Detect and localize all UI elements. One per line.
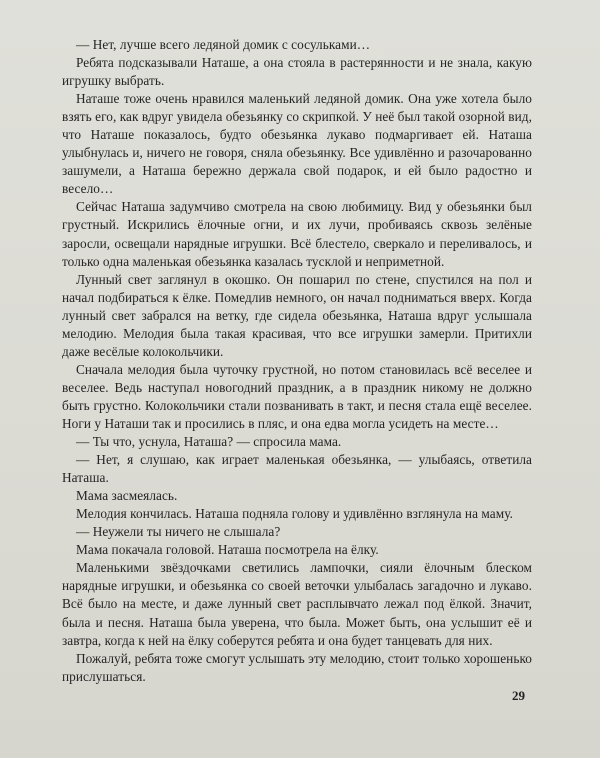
paragraph: — Нет, лучше всего ледяной домик с сосульками… xyxy=(76,37,371,52)
paragraph: — Ты что, уснула, Наташа? — спросила мама. xyxy=(76,434,342,450)
paragraph: Лунный свет заглянул в окошко. Он пошарил по стене, спустился на пол и начал подбираться к ёлке. Помедлив немного, он начал подниматься вверх. Когда лунный свет забрался на ветку, где сидела обезьянка, Наташа вдруг услышала мелодию. Мелодия была такая красивая, что все игрушки замерли. Притихли даже весёлые колокольчики. xyxy=(62,271,532,359)
paragraph: Маленькими звёздочками светились лампочки, сияли ёлочным блеском нарядные игрушки, и обезьянка со своей веточки улыбалась загадочно и лукаво. Всё было на месте, и даже лунный свет расплывчато лежал под ёлкой. Значит, была и песня. Наташа была уверена, что была. Может быть, она услышит её и завтра, когда к ней на ёлку соберутся ребята и она будет танцевать для них. xyxy=(62,560,532,648)
paragraph: — Нет, я слушаю, как играет маленькая обезьянка, — улыбаясь, ответила Наташа. xyxy=(62,452,532,486)
paragraph: Мама засмеялась. xyxy=(76,488,178,504)
paragraph: Пожалуй, ребята тоже смогут услышать эту мелодию, стоит только хорошенько прислушаться. xyxy=(62,650,532,684)
paragraph: Мама покачала головой. Наташа посмотрела на ёлку. xyxy=(76,542,379,558)
page-number: 29 xyxy=(512,688,525,703)
paragraph: Мелодия кончилась. Наташа подняла голову и удивлённо взглянула на маму. xyxy=(76,506,513,522)
paragraph: Наташе тоже очень нравился маленький ледяной домик. Она уже хотела было взять его, как вдруг увидела обезьянку со скрипкой. У неё был такой озорной вид, что Наташе показалось, будто обезьянка лукаво подмаргивает ей. Наташа улыбнулась и, ничего не говоря, сняла обезьянку. Все удивлённо и разочарованно зашумели, а Наташа бережно держала свой подарок, и ей было радостно и весело… xyxy=(62,91,532,197)
story-text xyxy=(62,36,532,686)
paragraph: Сначала мелодия была чуточку грустной, но потом становилась всё веселее и веселее. Ведь наступал новогодний праздник, а в праздник никому не должно быть грустно. Колокольчики стали позванивать в такт, и песня стала ещё веселее. Ноги у Наташи так и просились в пляс, и она едва могла усидеть на месте… xyxy=(62,361,532,431)
paragraph: — Неужели ты ничего не слышала? xyxy=(76,524,281,540)
paragraph: Сейчас Наташа задумчиво смотрела на свою любимицу. Вид у обезьянки был грустный. Искрились ёлочные огни, и их лучи, пробиваясь сквозь зелёные заросли, освещали нарядные игрушки. Всё блестело, сверкало и переливалось, и только одна маленькая обезьянка казалась тусклой и неприметной. xyxy=(62,199,532,269)
paragraph: Ребята подсказывали Наташе, а она стояла в растерянности и не знала, какую игрушку выбрать. xyxy=(62,55,532,89)
